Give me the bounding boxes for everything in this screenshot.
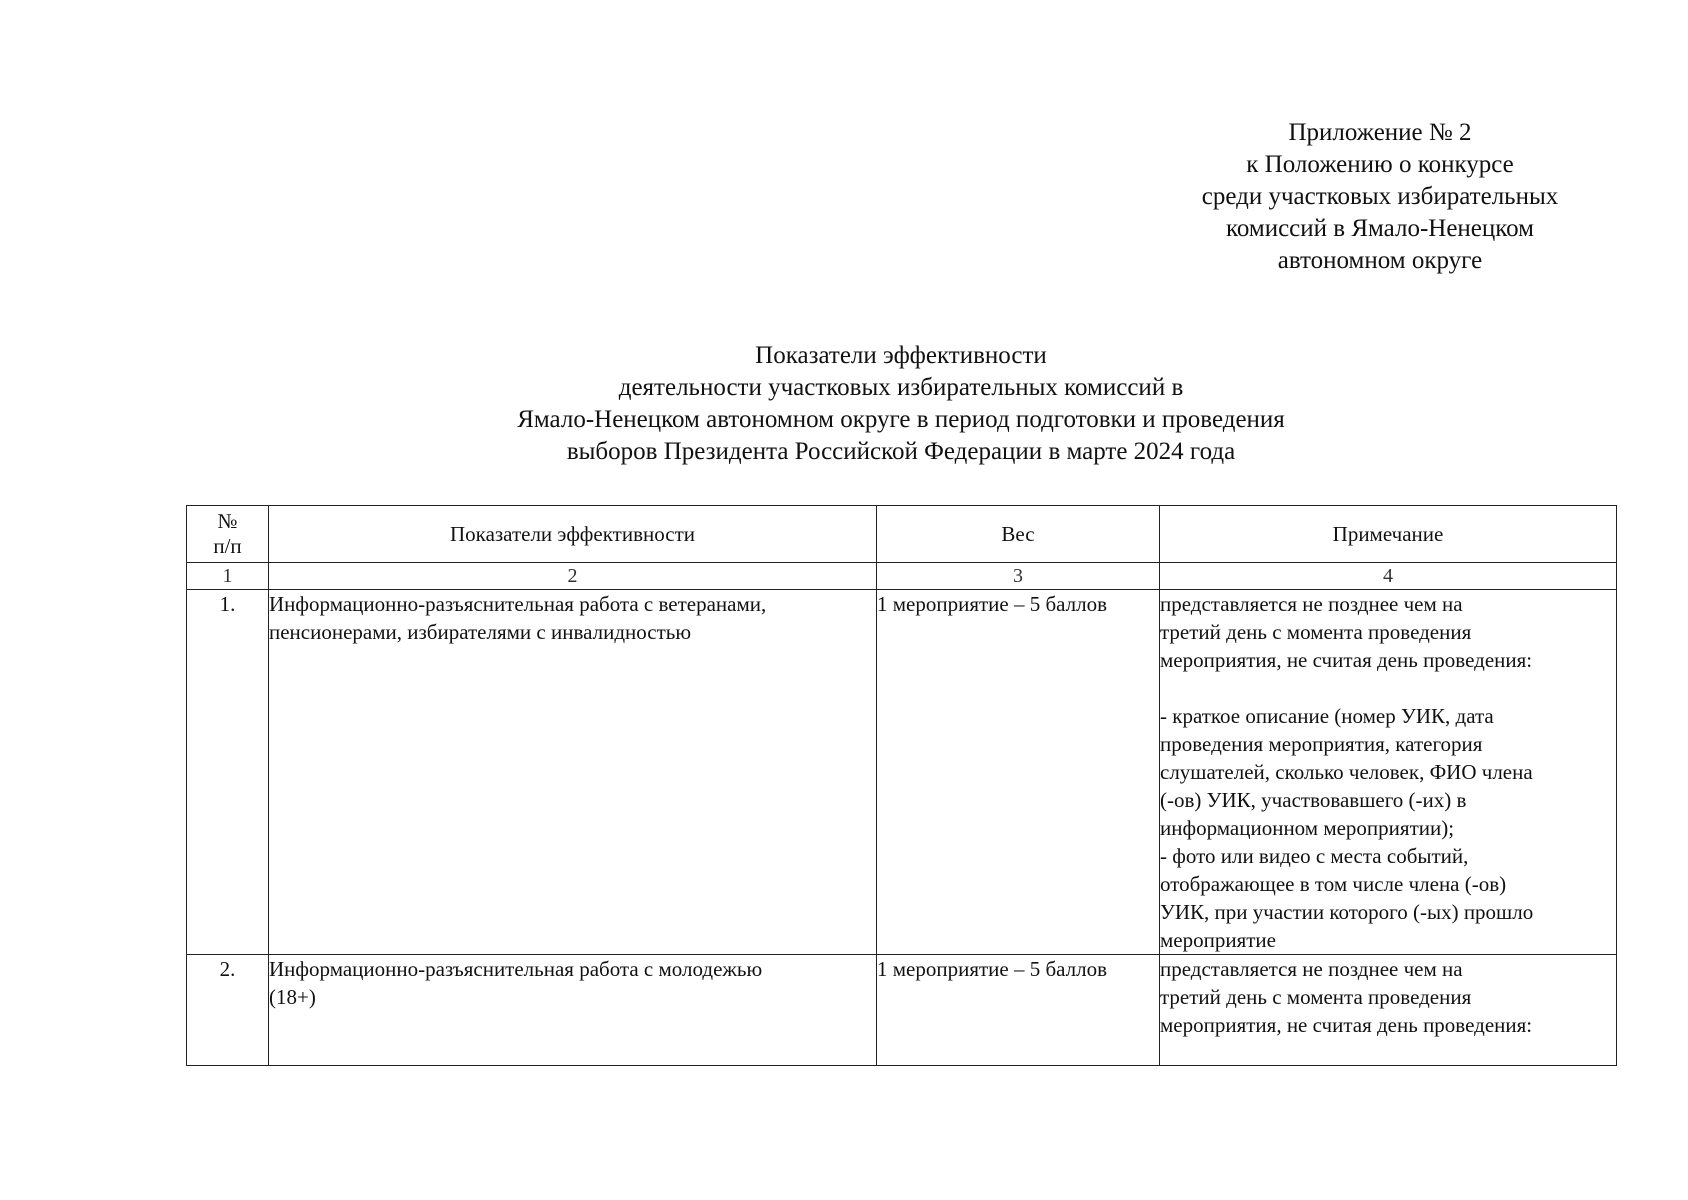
note-line: мероприятия, не считая день проведения: <box>1160 648 1533 672</box>
indicator-line: Информационно-разъяснительная работа с молодежью <box>269 957 763 981</box>
table-row <box>187 590 1617 955</box>
header-indicator: Показатели эффективности <box>269 506 877 563</box>
title-line: выборов Президента Российской Федерации в марте 2024 года <box>566 438 1236 465</box>
appendix-header <box>1150 117 1610 277</box>
note-line: отображающее в том числе члена (-ов) <box>1160 872 1507 896</box>
note-line: мероприятия, не считая день проведения: <box>1160 1013 1533 1037</box>
note-line: информационном мероприятии); <box>1160 816 1455 840</box>
note-line: УИК, при участии которого (-ых) прошло <box>1160 900 1534 924</box>
title-line: Ямало-Ненецком автономном округе в период подготовки и проведения <box>517 406 1285 433</box>
note-line: мероприятие <box>1160 928 1276 952</box>
column-number: 2 <box>269 563 877 590</box>
column-number: 1 <box>187 563 269 590</box>
row-indicator <box>269 590 877 955</box>
note-line: проведения мероприятия, категория <box>1160 732 1483 756</box>
header-weight: Вес <box>877 506 1160 563</box>
table-header-row <box>187 506 1617 563</box>
appendix-line: к Положению о конкурсе <box>1246 151 1514 178</box>
row-note <box>1160 590 1617 955</box>
appendix-line: Приложение № 2 <box>1288 119 1472 146</box>
table-row <box>187 955 1617 1066</box>
row-weight: 1 мероприятие – 5 баллов <box>877 955 1160 1066</box>
row-weight: 1 мероприятие – 5 баллов <box>877 590 1160 955</box>
row-note <box>1160 955 1617 1066</box>
indicator-line: пенсионерами, избирателями с инвалидностью <box>269 620 692 644</box>
document-title <box>186 340 1616 468</box>
note-line: представляется не позднее чем на <box>1160 957 1463 981</box>
row-indicator <box>269 955 877 1066</box>
note-line: представляется не позднее чем на <box>1160 592 1463 616</box>
note-line: (-ов) УИК, участвовавшего (-их) в <box>1160 788 1467 812</box>
header-note: Примечание <box>1160 506 1617 563</box>
header-number-pp: п/п <box>213 534 242 558</box>
note-line: - фото или видео с места событий, <box>1160 844 1469 868</box>
column-number: 3 <box>877 563 1160 590</box>
appendix-line: среди участковых избирательных <box>1201 183 1559 210</box>
title-line: деятельности участковых избирательных комиссий в <box>618 374 1184 401</box>
indicator-line: Информационно-разъяснительная работа с ветеранами, <box>269 592 767 616</box>
note-spacer <box>1160 674 1616 702</box>
note-line: слушателей, сколько человек, ФИО члена <box>1160 760 1533 784</box>
row-number: 1. <box>187 590 269 955</box>
title-line: Показатели эффективности <box>755 342 1047 369</box>
header-number-symbol: № <box>217 509 238 533</box>
note-line: третий день с момента проведения <box>1160 985 1472 1009</box>
note-line: третий день с момента проведения <box>1160 620 1472 644</box>
note-line: - краткое описание (номер УИК, дата <box>1160 704 1494 728</box>
indicator-line: (18+) <box>269 985 316 1009</box>
column-number-row <box>187 563 1617 590</box>
column-number: 4 <box>1160 563 1617 590</box>
appendix-line: комиссий в Ямало-Ненецком <box>1225 215 1535 242</box>
header-number <box>187 506 269 563</box>
row-number: 2. <box>187 955 269 1066</box>
indicators-table <box>186 505 1617 1066</box>
appendix-line: автономном округе <box>1277 247 1483 274</box>
